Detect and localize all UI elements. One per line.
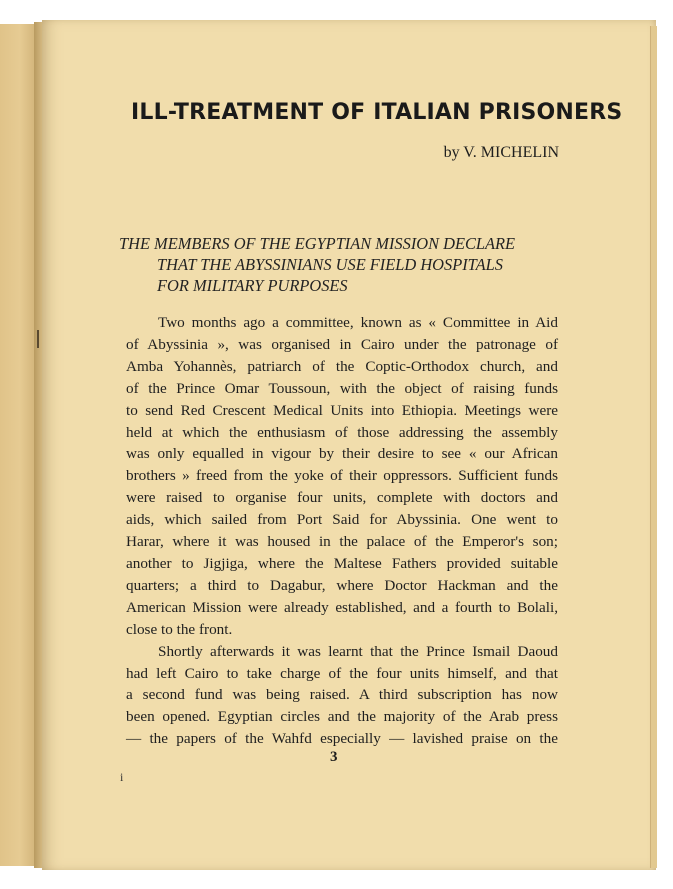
text-line: American Mission were already established, and a fourth to Bolali, (126, 598, 558, 616)
subheading-line: THE MEMBERS OF THE EGYPTIAN MISSION DECLARE (119, 234, 516, 253)
page-number: 3 (330, 749, 338, 765)
paragraph (126, 641, 558, 751)
article-title: ILL-TREATMENT OF ITALIAN PRISONERS (131, 100, 623, 125)
text-line: a second fund was being raised. A third subscription has now (126, 686, 558, 704)
text-line: Shortly afterwards it was learnt that the Prince Ismail Daoud (158, 642, 558, 660)
text-line: Amba Yohannès, patriarch of the Coptic-Orthodox church, and (126, 357, 558, 375)
text-line: quarters; a third to Dagabur, where Doctor Hackman and the (126, 576, 558, 594)
text-line: another to Jigjiga, where the Maltese Fathers provided suitable (126, 554, 558, 572)
text-line: to send Red Crescent Medical Units into Ethiopia. Meetings were (126, 401, 558, 419)
article-subheading (119, 233, 564, 296)
margin-mark (37, 330, 39, 348)
text-line: were raised to organise four units, complete with doctors and (126, 489, 558, 507)
paragraph (126, 312, 558, 641)
subheading-line: THAT THE ABYSSINIANS USE FIELD HOSPITALS (157, 255, 503, 274)
text-line: — the papers of the Wahfd especially — lavished praise on the (126, 730, 558, 748)
text-line: had left Cairo to take charge of the four units himself, and that (126, 664, 558, 682)
subheading-line: FOR MILITARY PURPOSES (157, 276, 348, 295)
text-line: been opened. Egyptian circles and the majority of the Arab press (126, 708, 558, 726)
footer-mark: i (120, 770, 124, 784)
text-line: Two months ago a committee, known as « Committee in Aid (158, 314, 558, 331)
text-line: of the Prince Omar Toussoun, with the object of raising funds (126, 379, 558, 397)
text-line: brothers » freed from the yoke of their oppressors. Sufficient funds (126, 467, 558, 485)
text-line: was only equalled in vigour by their desire to see « our African (126, 445, 558, 463)
text-line: Harar, where it was housed in the palace of the Emperor's son; (126, 533, 558, 551)
page-stack-edge (650, 26, 657, 868)
text-line: of Abyssinia », was organised in Cairo under the patronage of (126, 335, 558, 353)
text-line: close to the front. (126, 620, 233, 638)
text-line: aids, which sailed from Port Said for Abyssinia. One went to (126, 511, 558, 529)
text-line: held at which the enthusiasm of those addressing the assembly (126, 423, 558, 441)
author-byline: by V. MICHELIN (443, 144, 559, 161)
article-body (126, 312, 558, 750)
facing-page-edge (0, 24, 36, 866)
